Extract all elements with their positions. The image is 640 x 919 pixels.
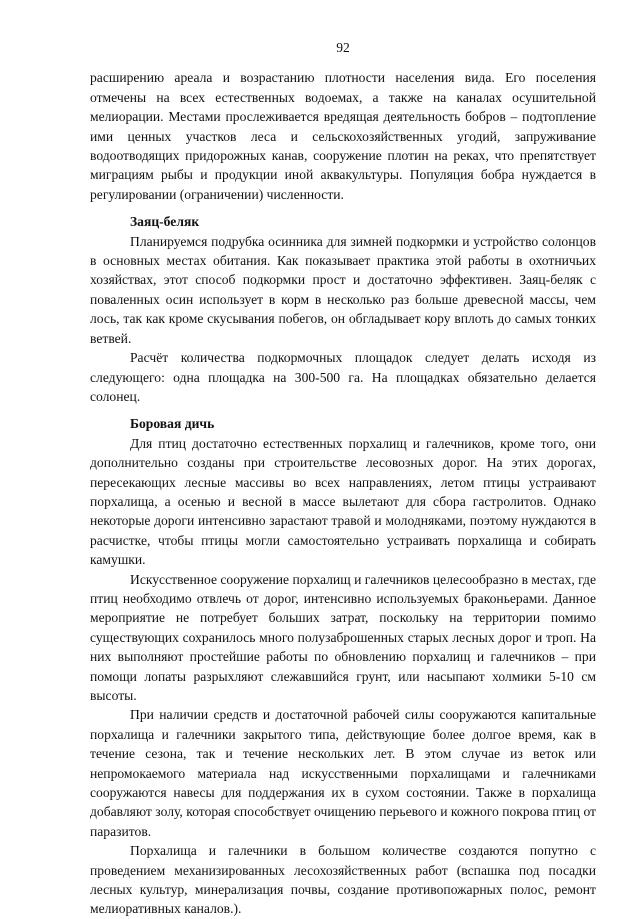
- paragraph: Порхалища и галечники в большом количестве создаются попутно с проведением механизированных лесохозяйственных работ (вспашка под посадки лесных культур, минерализация почвы, создание противопожарных полос, ремонт мелиоративных каналов.).: [90, 843, 596, 917]
- intro-paragraph: расширению ареала и возрастанию плотности населения вида. Его поселения отмечены на всех естественных водоемах, а также на каналах осушительной мелиорации. Местами прослеживается вредящая деятельность бобров – подтопление ими ценных участков леса и сельскохозяйственных угодий, запруживание водоотводящих придорожных канав, сооружение плотин на реках, что препятствует миграциям рыбы и продукции иной аквакультуры. Популяция бобра нуждается в регулировании (ограничении) численности.: [90, 70, 596, 202]
- section-hare: [90, 212, 596, 406]
- paragraph: При наличии средств и достаточной рабочей силы сооружаются капитальные порхалища и галечники закрытого типа, действующие более долгое время, как в течение сезона, так и течение нескольких лет. В этом случае из веток или непромокаемого материала над искусственными порхалищами и галечниками сооружаются навесы для поддержания их в сухом состоянии. Также в порхалища добавляют золу, которая способствует очищению перьевого и кожного покрова птиц от паразитов.: [90, 707, 596, 839]
- section-heading-hare: Заяц-беляк: [130, 214, 200, 230]
- document-page: [90, 38, 596, 919]
- paragraph: Расчёт количества подкормочных площадок следует делать исходя из следующего: одна площадка на 300-500 га. На площадках обязательно делается солонец.: [90, 350, 596, 404]
- paragraph: Искусственное сооружение порхалищ и галечников целесообразно в местах, где птиц необходимо отвлечь от дорог, интенсивно используемых браконьерами. Данное мероприятие не потребует больших затрат, поскольку на территории помимо существующих сохранилось много полузаброшенных старых лесных дорог и троп. На них выполняют простейшие работы по обновлению порхалищ и галечников – при помощи лопаты разрыхляют слежавшийся грунт, или насыпают холмики 5-10 см высоты.: [90, 571, 596, 703]
- section-heading-grouse: Боровая дичь: [130, 416, 215, 432]
- paragraph: Для птиц достаточно естественных порхалищ и галечников, кроме того, они дополнительно созданы при строительстве лесовозных дорог. На этих дорогах, пересекающих лесные массивы во всех направлениях, летом птицы устраивают порхалища, а осенью и весной в массе вылетают для сбора гастролитов. Однако некоторые дороги интенсивно зарастают травой и молодняками, поэтому нуждаются в расчистке, чтобы птицы могли самостоятельно устраивать порхалища и собирать камушки.: [90, 435, 596, 568]
- page-number: 92: [336, 40, 350, 55]
- paragraph: Планируемся подрубка осинника для зимней подкормки и устройство солонцов в основных местах обитания. Как показывает практика этой работы в охотничьих хозяйствах, этот способ подкормки прост и достаточно эффективен. Заяц-беляк с поваленных осин использует в корм в несколько раз больше древесной массы, чем лось, так как кроме скусывания побегов, он обгладывает кору вплоть до самых тонких ветвей.: [90, 233, 596, 346]
- section-gap: [90, 406, 596, 414]
- section-grouse: [90, 414, 596, 919]
- section-gap: [90, 204, 596, 212]
